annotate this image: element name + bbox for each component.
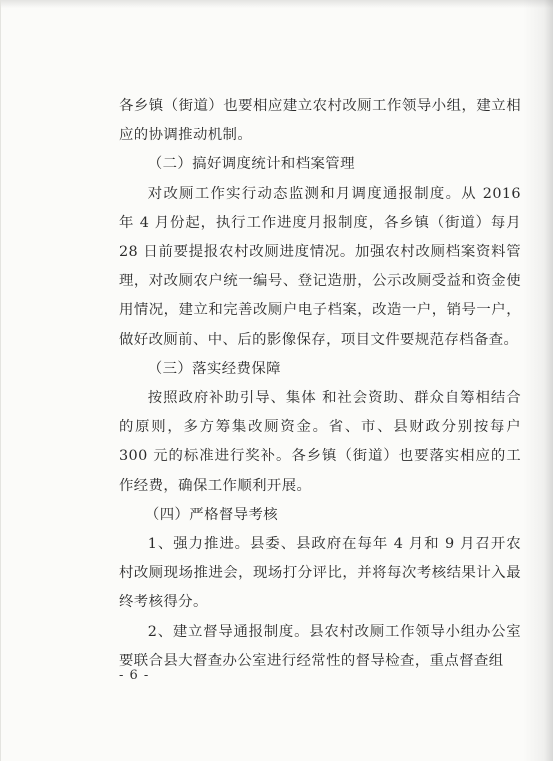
body-text <box>119 92 521 676</box>
paragraph-supervision: 2、建立督导通报制度。县农村改厕工作领导小组办公室要联合县大督查办公室进行经常性的督导检查，重点督查组 <box>119 623 521 669</box>
scan-shadow-right <box>523 0 553 761</box>
section-heading-4: （四）严格督导考核 <box>144 506 279 523</box>
paragraph-continued: 各乡镇（街道）也要相应建立农村改厕工作领导小组，建立相应的协调推动机制。 <box>119 98 521 144</box>
paragraph-statistics: 对改厕工作实行动态监测和月调度通报制度。从 2016 年 4 月份起，执行工作进度月报制度，各乡镇（街道）每月 28 日前要提报农村改厕进度情况。加强农村改厕档案资料管理，对改厕农户统一编号、登记造册，公示改厕受益和资金使用情况，建立和完善改厕户电子档案，改造一户，销号一户，做好改厕前、中、后的影像保存，项目文件要规范存档备查。 <box>119 185 521 348</box>
section-heading-3: （三）落实经费保障 <box>147 360 281 377</box>
paragraph-funding: 按照政府补助引导、集体 和社会资助、群众自筹相结合的原则，多方筹集改厕资金。省、市、县财政分别按每户 300 元的标准进行奖补。各乡镇（街道）也要落实相应的工作经费，确保工作顺利开展。 <box>119 390 521 494</box>
paragraph-promotion: 1、强力推进。县委、县政府在每年 4 月和 9 月召开农村改厕现场推进会，现场打分评比，并将每次考核结果计入最终考核得分。 <box>119 536 521 611</box>
page-number: - 6 - <box>119 668 150 683</box>
scan-shadow-top <box>1 0 553 8</box>
section-heading-2: （二）搞好调度统计和档案管理 <box>147 156 355 173</box>
